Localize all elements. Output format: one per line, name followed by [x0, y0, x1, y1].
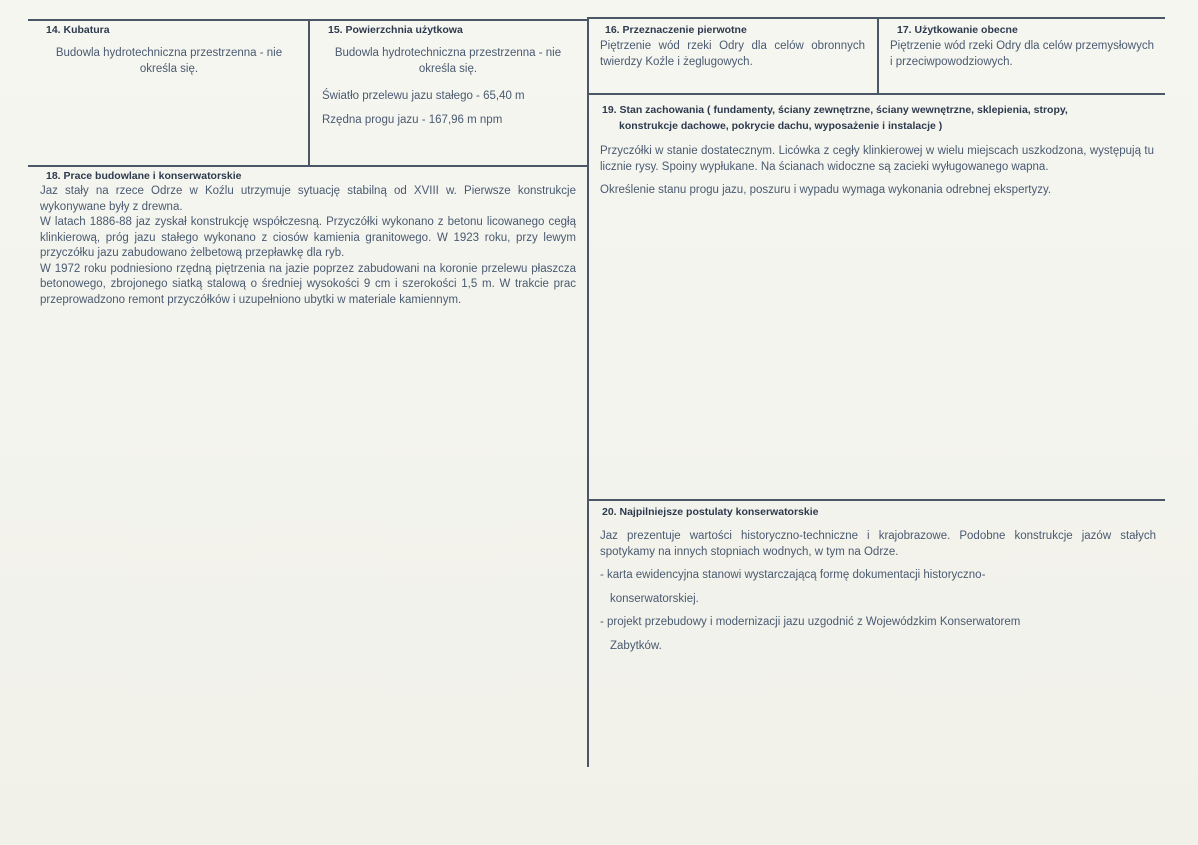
section-16-title: 16. Przeznaczenie pierwotne: [605, 24, 747, 36]
section-20-bullet-2-line-2: Zabytków.: [610, 639, 662, 652]
section-15-sill-elevation: Rzędna progu jazu - 167,96 m npm: [322, 114, 503, 126]
divider-above-20: [588, 499, 1165, 501]
section-20-body: [600, 529, 1156, 654]
section-20-bullet-2-line-1: - projekt przebudowy i modernizacji jazu uzgodnić z Wojewódzkim Konserwatorem: [600, 616, 1021, 628]
section-18-title: 18. Prace budowlane i konserwatorskie: [46, 170, 242, 182]
section-17-text: Piętrzenie wód rzeki Odry dla celów przemysłowych i przeciwpowodziowych.: [890, 40, 1154, 68]
section-19-paragraph-1: Przyczółki w stanie dostatecznym. Licówka z cegły klinkierowej w wielu miejscach uszkodzona, występują tu licznie rysy. Spoiny wypłukane. Na ścianach widoczne są zacieki wyługowanego wapna.: [600, 145, 1154, 173]
section-20-bullet-1-line-2: konserwatorskiej.: [610, 592, 699, 605]
section-15-spillway-width: Światło przelewu jazu stałego - 65,40 m: [322, 90, 525, 102]
divider-above-18: [28, 165, 588, 167]
section-16-text: Piętrzenie wód rzeki Odry dla celów obronnych twierdzy Koźle i żeglugowych.: [600, 40, 865, 68]
section-19-paragraph-2: Określenie stanu progu jazu, poszuru i wypadu wymaga wykonania odrebnej ekspertyzy.: [600, 184, 1052, 196]
center-divider: [587, 17, 589, 767]
section-19-title-line2: konstrukcje dachowe, pokrycie dachu, wyposażenie i instalacje ): [619, 120, 943, 132]
section-19-title-line1: 19. Stan zachowania ( fundamenty, ściany zewnętrzne, ściany wewnętrzne, sklepienia, stropy,: [602, 104, 1068, 116]
section-17-title: 17. Użytkowanie obecne: [897, 24, 1018, 36]
divider-above-19: [588, 93, 1165, 95]
section-15-text: Budowla hydrotechniczna przestrzenna - nie określa się.: [334, 47, 562, 75]
section-15-title: 15. Powierzchnia użytkowa: [328, 24, 463, 36]
section-20-paragraph-1: Jaz prezentuje wartości historyczno-techniczne i krajobrazowe. Podobne konstrukcje jazów stałych spotykamy na innych stopniach wodnych, w tym na Odrze.: [600, 530, 1156, 558]
section-19-body: [600, 144, 1154, 199]
section-14-text: Budowla hydrotechniczna przestrzenna - nie określa się.: [55, 47, 283, 75]
divider-14-15: [308, 19, 310, 165]
section-18-body: [40, 184, 576, 308]
divider-16-17: [877, 17, 879, 93]
section-18-paragraph-3: W 1972 roku podniesiono rzędną piętrzenia na jazie poprzez zabudowani na koronie przelewu płaszcza betonowego, zbrojonego siatką stalową o średniej wysokości 9 cm i szerokości 1,5 m. W trakcie prac przeprowadzono remont przyczółków i uzupełniono ubytki w materiale kamiennym.: [40, 262, 576, 306]
section-20-title: 20. Najpilniejsze postulaty konserwatorskie: [602, 506, 819, 518]
section-14-title: 14. Kubatura: [46, 24, 110, 36]
section-18-paragraph-2: W latach 1886-88 jaz zyskał konstrukcję współczesną. Przyczółki wykonano z betonu licowanego cegłą klinkierową, próg jazu stałego wykonano z ciosów kamienia granitowego. W 1923 roku, przy lewym przyczółku jazu zabudowano żelbetową przepławkę dla ryb.: [40, 216, 576, 259]
section-18-paragraph-1: Jaz stały na rzece Odrze w Koźlu utrzymuje sytuację stabilną od XVIII w. Pierwsze konstrukcje wykonywane były z drewna.: [40, 185, 576, 213]
section-20-bullet-1-line-1: - karta ewidencyjna stanowi wystarczającą formę dokumentacji historyczno-: [600, 569, 986, 581]
